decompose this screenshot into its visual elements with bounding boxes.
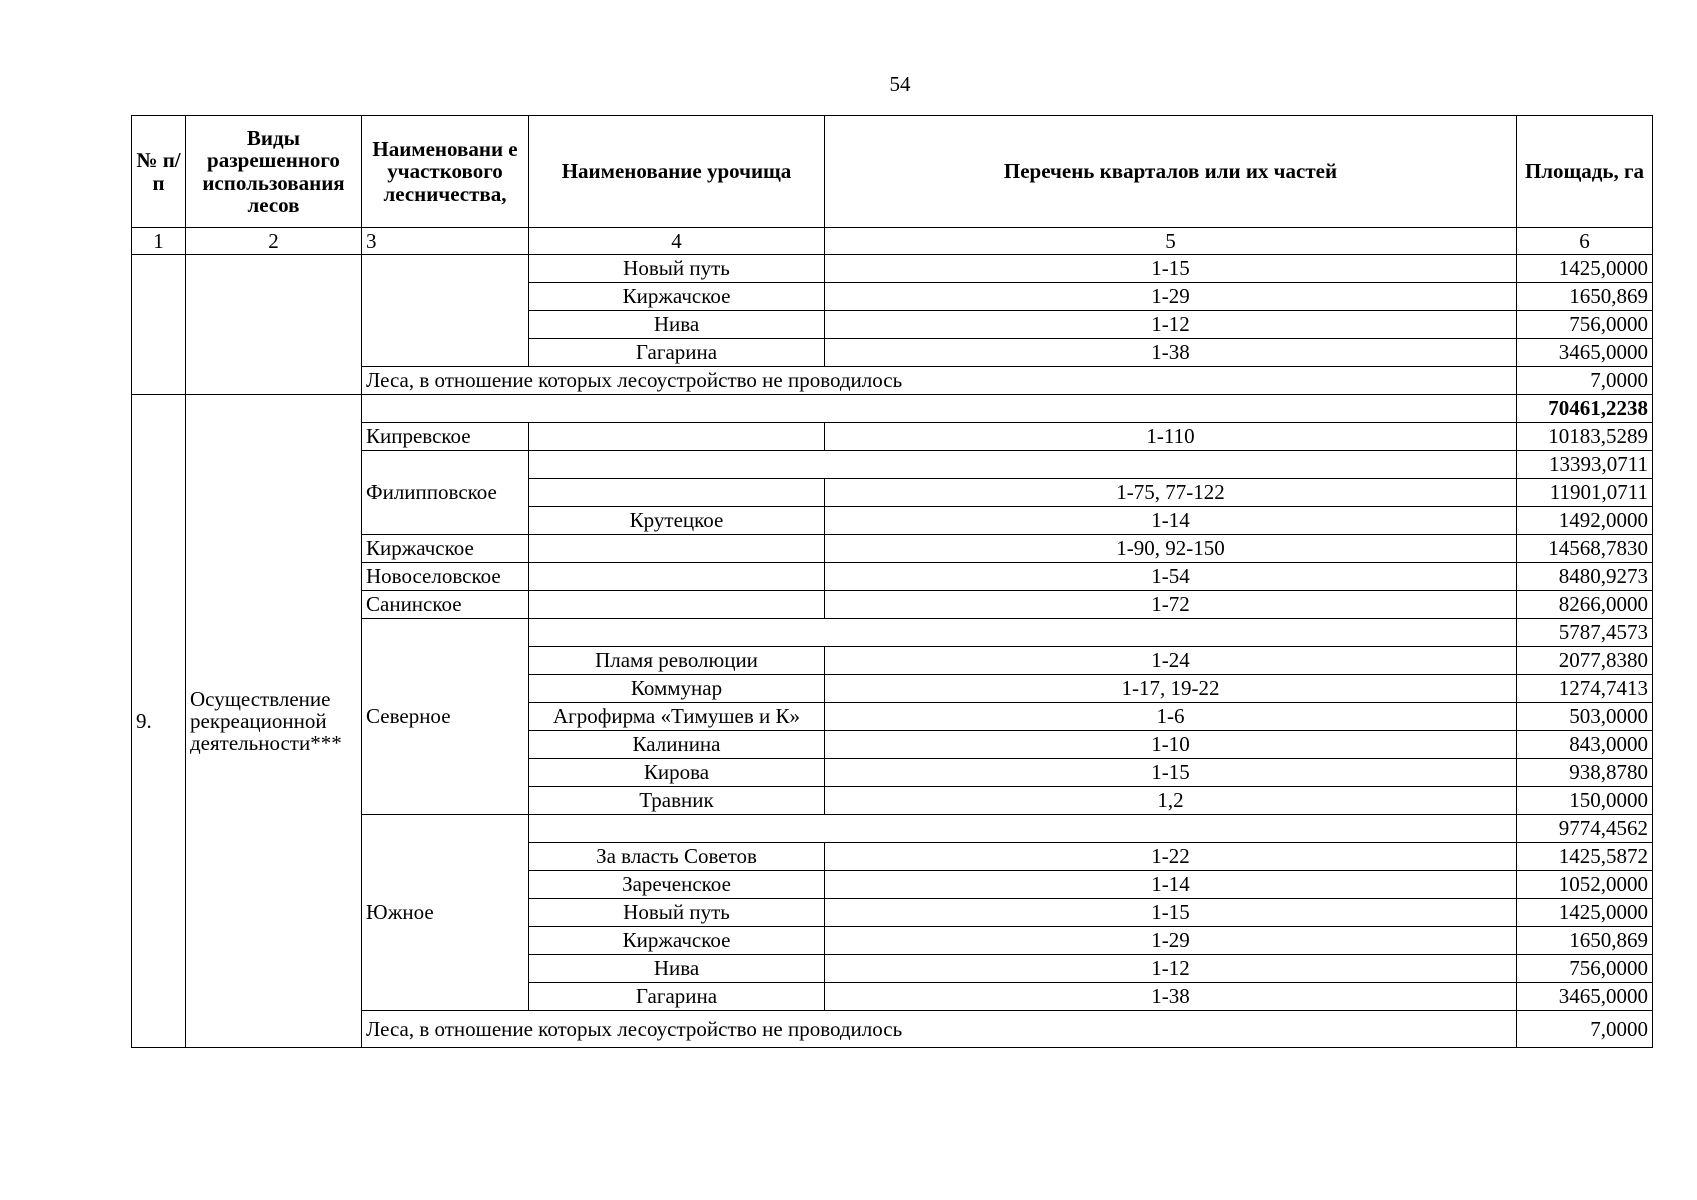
district-cell: Новоселовское xyxy=(362,563,529,591)
tract-cell: Травник xyxy=(529,787,825,815)
quarters-cell: 1-29 xyxy=(825,927,1517,955)
quarters-cell: 1,2 xyxy=(825,787,1517,815)
area-cell: 13393,0711 xyxy=(1517,451,1653,479)
area-cell: 10183,5289 xyxy=(1517,423,1653,451)
district-cell: Киржачское xyxy=(362,535,529,563)
unsurveyed-forests-cell: Леса, в отношение которых лесоустройство не проводилось xyxy=(362,367,1517,395)
area-cell: 7,0000 xyxy=(1517,367,1653,395)
quarters-cell: 1-54 xyxy=(825,563,1517,591)
area-cell: 11901,0711 xyxy=(1517,479,1653,507)
area-cell: 843,0000 xyxy=(1517,731,1653,759)
quarters-cell: 1-38 xyxy=(825,983,1517,1011)
area-cell: 150,0000 xyxy=(1517,787,1653,815)
district-cell: Санинское xyxy=(362,591,529,619)
tract-cell: Кирова xyxy=(529,759,825,787)
area-cell: 14568,7830 xyxy=(1517,535,1653,563)
quarters-cell: 1-10 xyxy=(825,731,1517,759)
quarters-cell: 1-12 xyxy=(825,955,1517,983)
tract-cell xyxy=(529,423,825,451)
tract-cell: Нива xyxy=(529,311,825,339)
quarters-cell: 1-14 xyxy=(825,871,1517,899)
area-cell: 1425,0000 xyxy=(1517,255,1653,283)
tract-cell: Зареченское xyxy=(529,871,825,899)
area-cell: 2077,8380 xyxy=(1517,647,1653,675)
quarters-cell: 1-17, 19-22 xyxy=(825,675,1517,703)
area-cell: 756,0000 xyxy=(1517,311,1653,339)
quarters-cell: 1-6 xyxy=(825,703,1517,731)
column-number: 5 xyxy=(825,228,1517,255)
tract-cell: Гагарина xyxy=(529,983,825,1011)
tract-cell xyxy=(529,479,825,507)
tract-cell xyxy=(529,563,825,591)
area-cell: 1425,0000 xyxy=(1517,899,1653,927)
quarters-cell: 1-24 xyxy=(825,647,1517,675)
area-cell: 503,0000 xyxy=(1517,703,1653,731)
area-cell: 756,0000 xyxy=(1517,955,1653,983)
tract-cell: Пламя революции xyxy=(529,647,825,675)
area-cell: 3465,0000 xyxy=(1517,983,1653,1011)
quarters-cell: 1-14 xyxy=(825,507,1517,535)
table-row xyxy=(132,395,1653,423)
empty-cell xyxy=(362,395,1517,423)
page-number: 54 xyxy=(889,72,911,96)
area-cell: 1274,7413 xyxy=(1517,675,1653,703)
empty-cell xyxy=(529,619,1517,647)
quarters-cell: 1-75, 77-122 xyxy=(825,479,1517,507)
column-number: 1 xyxy=(132,228,186,255)
area-cell: 8266,0000 xyxy=(1517,591,1653,619)
tract-cell: За власть Советов xyxy=(529,843,825,871)
district-cell: Филипповское xyxy=(362,451,529,535)
area-cell: 5787,4573 xyxy=(1517,619,1653,647)
quarters-cell: 1-38 xyxy=(825,339,1517,367)
quarters-cell: 1-15 xyxy=(825,759,1517,787)
tract-cell: Новый путь xyxy=(529,255,825,283)
column-number: 6 xyxy=(1517,228,1653,255)
use-type-cell: Осуществление рекреационной деятельности*** xyxy=(186,395,362,1048)
quarters-cell: 1-72 xyxy=(825,591,1517,619)
tract-cell: Гагарина xyxy=(529,339,825,367)
quarters-cell: 1-110 xyxy=(825,423,1517,451)
forest-use-table xyxy=(131,115,1653,1048)
tract-cell: Киржачское xyxy=(529,927,825,955)
tract-cell: Агрофирма «Тимушев и К» xyxy=(529,703,825,731)
area-cell: 1650,869 xyxy=(1517,283,1653,311)
header-use-type: Виды разрешенного использования лесов xyxy=(186,116,362,228)
tract-cell: Калинина xyxy=(529,731,825,759)
header-num: № п/п xyxy=(132,116,186,228)
column-number-row xyxy=(132,228,1653,255)
quarters-cell: 1-29 xyxy=(825,283,1517,311)
quarters-cell: 1-12 xyxy=(825,311,1517,339)
column-number: 3 xyxy=(362,228,529,255)
tract-cell: Крутецкое xyxy=(529,507,825,535)
area-cell: 8480,9273 xyxy=(1517,563,1653,591)
quarters-cell: 1-22 xyxy=(825,843,1517,871)
num-cell xyxy=(132,255,186,395)
area-cell: 1492,0000 xyxy=(1517,507,1653,535)
unsurveyed-forests-cell: Леса, в отношение которых лесоустройство не проводилось xyxy=(362,1011,1517,1048)
quarters-cell: 1-15 xyxy=(825,899,1517,927)
header-row xyxy=(132,116,1653,228)
header-area: Площадь, га xyxy=(1517,116,1653,228)
area-cell: 3465,0000 xyxy=(1517,339,1653,367)
district-cell: Северное xyxy=(362,619,529,815)
tract-cell xyxy=(529,535,825,563)
num-cell: 9. xyxy=(132,395,186,1048)
column-number: 2 xyxy=(186,228,362,255)
area-total-cell: 70461,2238 xyxy=(1517,395,1653,423)
area-cell: 1052,0000 xyxy=(1517,871,1653,899)
tract-cell: Коммунар xyxy=(529,675,825,703)
tract-cell xyxy=(529,591,825,619)
quarters-cell: 1-90, 92-150 xyxy=(825,535,1517,563)
tract-cell: Нива xyxy=(529,955,825,983)
district-cell xyxy=(362,255,529,367)
quarters-cell: 1-15 xyxy=(825,255,1517,283)
header-forestry-district: Наименовани е участкового лесничества, xyxy=(362,116,529,228)
header-quarters: Перечень кварталов или их частей xyxy=(825,116,1517,228)
area-cell: 7,0000 xyxy=(1517,1011,1653,1048)
empty-cell xyxy=(529,815,1517,843)
use-type-cell xyxy=(186,255,362,395)
district-cell: Кипревское xyxy=(362,423,529,451)
district-cell: Южное xyxy=(362,815,529,1011)
column-number: 4 xyxy=(529,228,825,255)
tract-cell: Новый путь xyxy=(529,899,825,927)
tract-cell: Киржачское xyxy=(529,283,825,311)
empty-cell xyxy=(529,451,1517,479)
area-cell: 938,8780 xyxy=(1517,759,1653,787)
area-cell: 1425,5872 xyxy=(1517,843,1653,871)
area-cell: 1650,869 xyxy=(1517,927,1653,955)
table-row xyxy=(132,255,1653,283)
header-tract: Наименование урочища xyxy=(529,116,825,228)
area-cell: 9774,4562 xyxy=(1517,815,1653,843)
